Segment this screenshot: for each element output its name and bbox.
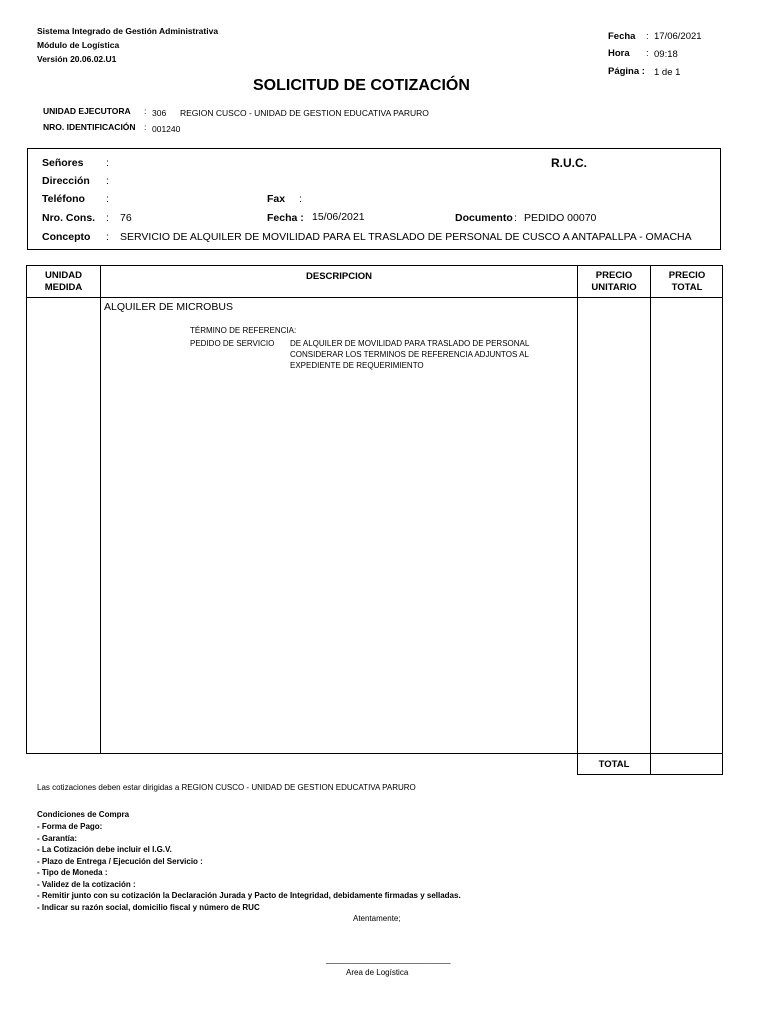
documento-value: PEDIDO 00070 bbox=[524, 212, 597, 224]
signature-line: ____________________________ bbox=[326, 955, 451, 964]
fecha-value: 17/06/2021 bbox=[654, 31, 702, 42]
module-name: Módulo de Logística bbox=[37, 40, 120, 50]
fecha-label: Fecha bbox=[608, 31, 636, 42]
colon: : bbox=[144, 122, 147, 132]
nro-identificacion-label: NRO. IDENTIFICACIÓN bbox=[43, 122, 136, 132]
concepto-value: SERVICIO DE ALQUILER DE MOVILIDAD PARA EL TRASLADO DE PERSONAL DE CUSCO A ANTAPALLPA - OMACHA bbox=[120, 231, 692, 243]
telefono-label: Teléfono bbox=[42, 193, 85, 205]
hora-label: Hora bbox=[608, 48, 630, 59]
condition-item: - Forma de Pago: bbox=[37, 822, 103, 831]
item-title: ALQUILER DE MICROBUS bbox=[104, 301, 233, 313]
pedido-line-2: CONSIDERAR LOS TERMINOS DE REFERENCIA ADJUNTOS AL bbox=[290, 350, 529, 359]
fecha-doc-label: Fecha : bbox=[267, 212, 304, 224]
nro-cons-label: Nro. Cons. bbox=[42, 212, 96, 224]
unidad-code: 306 bbox=[152, 108, 167, 118]
colon: : bbox=[514, 212, 517, 224]
pedido-line-3: EXPEDIENTE DE REQUERIMIENTO bbox=[290, 361, 424, 370]
hora-value: 09:18 bbox=[654, 49, 678, 60]
col-precio-unitario-1: PRECIO bbox=[595, 270, 633, 281]
footer-note: Las cotizaciones deben estar dirigidas a REGION CUSCO - UNIDAD DE GESTION EDUCATIVA PARURO bbox=[37, 783, 416, 792]
nro-identificacion-value: 001240 bbox=[152, 124, 181, 134]
colon: : bbox=[106, 212, 109, 224]
unidad-ejecutora-label: UNIDAD EJECUTORA bbox=[43, 106, 131, 116]
col-precio-total-2: TOTAL bbox=[671, 282, 703, 293]
condition-item: - Validez de la cotización : bbox=[37, 880, 136, 889]
ruc-label: R.U.C. bbox=[551, 156, 587, 170]
column-divider bbox=[650, 753, 651, 775]
nro-cons-value: 76 bbox=[120, 212, 132, 224]
condition-item: - Plazo de Entrega / Ejecución del Servicio : bbox=[37, 857, 203, 866]
senores-label: Señores bbox=[42, 157, 84, 169]
area-logistica: Area de Logística bbox=[346, 968, 409, 977]
conditions-title: Condiciones de Compra bbox=[37, 810, 130, 819]
colon: : bbox=[144, 106, 147, 116]
colon: : bbox=[646, 31, 649, 42]
colon: : bbox=[106, 193, 109, 205]
condition-item: - Remitir junto con su cotización la Declaración Jurada y Pacto de Integridad, debidamente firmadas y selladas. bbox=[37, 891, 461, 900]
col-descripcion: DESCRIPCION bbox=[306, 271, 372, 282]
documento-label: Documento bbox=[455, 212, 513, 224]
col-precio-unitario-2: UNITARIO bbox=[591, 282, 637, 293]
condition-item: - La Cotización debe incluir el I.G.V. bbox=[37, 845, 172, 854]
col-precio-total-1: PRECIO bbox=[668, 270, 706, 281]
column-divider bbox=[577, 265, 578, 754]
system-name: Sistema Integrado de Gestión Administrativa bbox=[37, 26, 219, 36]
fecha-doc-value: 15/06/2021 bbox=[312, 211, 365, 223]
unidad-name: REGION CUSCO - UNIDAD DE GESTION EDUCATIVA PARURO bbox=[180, 108, 429, 118]
version: Versión 20.06.02.U1 bbox=[37, 54, 117, 64]
col-unidad-medida-2: MEDIDA bbox=[44, 282, 83, 293]
colon: : bbox=[106, 231, 109, 243]
pagina-value: 1 de 1 bbox=[654, 67, 681, 78]
total-label: TOTAL bbox=[598, 759, 630, 770]
termino-label: TÉRMINO DE REFERENCIA: bbox=[190, 326, 297, 335]
condition-item: - Tipo de Moneda : bbox=[37, 868, 108, 877]
condition-item: - Garantía: bbox=[37, 834, 78, 843]
col-unidad-medida-1: UNIDAD bbox=[45, 270, 82, 281]
closing-text: Atentamente; bbox=[353, 914, 401, 923]
page-title: SOLICITUD DE COTIZACIÓN bbox=[253, 77, 470, 94]
colon: : bbox=[646, 48, 649, 59]
pagina-label: Página : bbox=[608, 66, 645, 77]
fax-label: Fax bbox=[267, 193, 286, 205]
column-divider bbox=[100, 265, 101, 754]
colon: : bbox=[299, 193, 302, 205]
pedido-line-1: DE ALQUILER DE MOVILIDAD PARA TRASLADO DE PERSONAL bbox=[290, 339, 530, 348]
table-header-divider bbox=[26, 297, 723, 298]
colon: : bbox=[106, 175, 109, 187]
direccion-label: Dirección bbox=[42, 175, 90, 187]
concepto-label: Concepto bbox=[42, 231, 91, 243]
colon: : bbox=[106, 157, 109, 169]
column-divider bbox=[650, 265, 651, 754]
condition-item: - Indicar su razón social, domicilio fiscal y número de RUC bbox=[37, 903, 260, 912]
pedido-label: PEDIDO DE SERVICIO bbox=[190, 339, 275, 348]
